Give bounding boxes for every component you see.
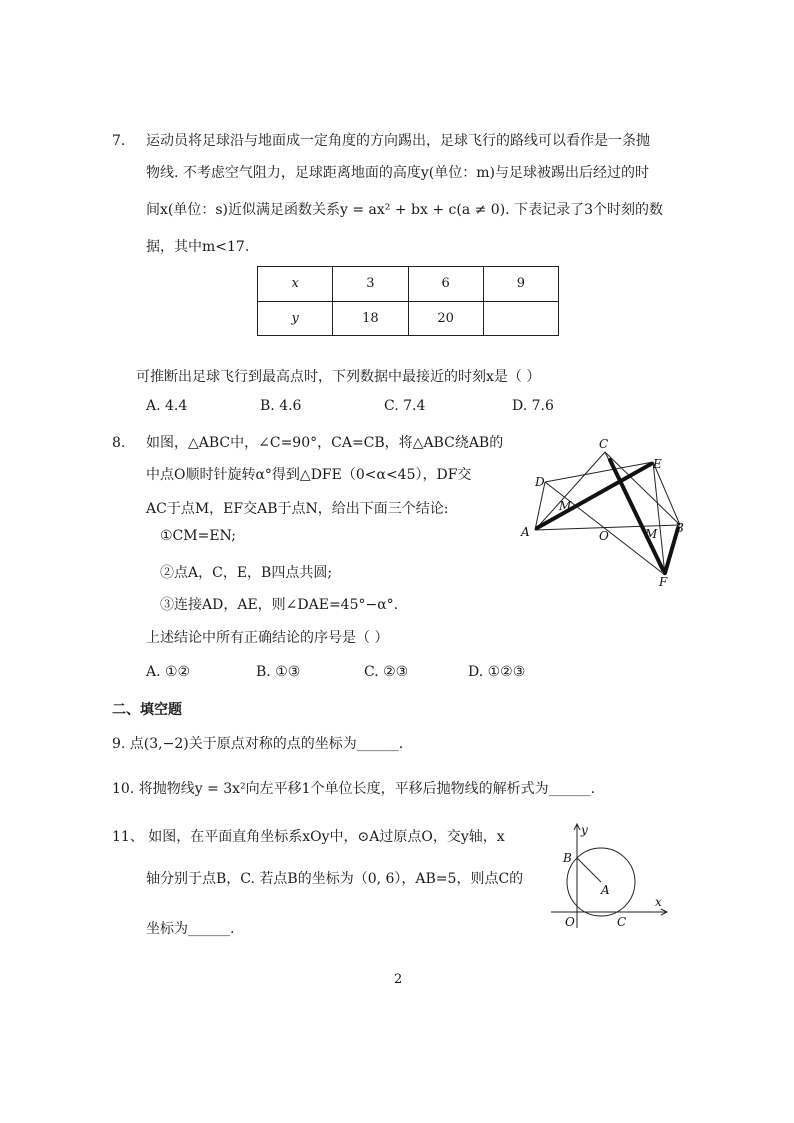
- q7-option-d[interactable]: D. 7.6: [512, 398, 554, 414]
- table-cell: 20: [408, 301, 483, 336]
- q7-line1: 7. 运动员将足球沿与地面成一定角度的方向踢出，足球飞行的路线可以看作是一条抛: [112, 133, 650, 149]
- table-cell: 6: [408, 267, 483, 302]
- label-a: A: [521, 525, 530, 539]
- q11-circle-figure: [545, 820, 675, 935]
- label-o: O: [599, 529, 609, 543]
- label-b: B: [675, 521, 684, 535]
- label-m: M: [559, 499, 572, 513]
- q7-line3: 间x(单位：s)近似满足函数关系y = ax² + bx + c(a ≠ 0). 下表记录了3个时刻的数: [146, 202, 663, 218]
- q8-line2: 中点O顺时针旋转α°得到△DFE（0<α<45），DF交: [146, 467, 472, 483]
- q8-option-a[interactable]: A. ①②: [146, 664, 191, 680]
- label-y: y: [581, 823, 588, 837]
- q8-option-c[interactable]: C. ②③: [364, 664, 409, 680]
- label-c: C: [599, 437, 609, 451]
- table-cell: x: [258, 267, 333, 302]
- label-e: E: [653, 457, 662, 471]
- table-cell: 18: [333, 301, 408, 336]
- label-f: F: [659, 575, 668, 589]
- label-o: O: [565, 915, 575, 929]
- q8-line3: AC于点M，EF交AB于点N，给出下面三个结论:: [146, 501, 449, 517]
- q7-line4: 据，其中m<17.: [146, 239, 250, 255]
- q11-line3: 坐标为______.: [146, 921, 235, 937]
- label-x: x: [655, 895, 662, 909]
- q8-line1: 8. 如图，△ABC中，∠C=90°，CA=CB，将△ABC绕AB的: [112, 435, 504, 451]
- q7-option-c[interactable]: C. 7.4: [384, 398, 426, 414]
- q7-option-b[interactable]: B. 4.6: [260, 398, 302, 414]
- label-a: A: [601, 883, 610, 897]
- table-cell: 9: [483, 267, 558, 302]
- q11-line1: 11、 如图，在平面直角坐标系xOy中，⊙A过原点O，交y轴，x: [112, 829, 505, 845]
- table-cell: y: [258, 301, 333, 336]
- table-cell: [483, 301, 558, 336]
- section-title: 二、填空题: [112, 702, 182, 718]
- q8-conclusion-2: ②点A，C，E，B四点共圆;: [160, 565, 333, 581]
- q7-question: 可推断出足球飞行到最高点时，下列数据中最接近的时刻x是（ ）: [136, 369, 541, 385]
- table-row: [258, 301, 559, 336]
- q8-geometry-figure: [515, 430, 695, 590]
- label-d: D: [535, 475, 545, 489]
- label-b: B: [563, 851, 572, 865]
- label-c: C: [617, 915, 627, 929]
- table-cell: 3: [333, 267, 408, 302]
- q10-text: 10. 将抛物线y = 3x²向左平移1个单位长度，平移后抛物线的解析式为______.: [112, 781, 596, 797]
- q8-question: 上述结论中所有正确结论的序号是（ ）: [146, 630, 389, 646]
- q9-text: 9. 点(3,−2)关于原点对称的点的坐标为______.: [112, 736, 404, 752]
- q7-line2: 物线. 不考虑空气阻力，足球距离地面的高度y(单位：m)与足球被踢出后经过的时: [146, 165, 650, 181]
- page-number: 2: [394, 972, 403, 987]
- q8-option-b[interactable]: B. ①③: [256, 664, 301, 680]
- q11-line2: 轴分别于点B，C. 若点B的坐标为（0, 6），AB=5，则点C的: [146, 871, 524, 887]
- q7-option-a[interactable]: A. 4.4: [146, 398, 188, 414]
- q7-data-table: [257, 266, 559, 336]
- label-n: M: [645, 527, 658, 541]
- q8-conclusion-3: ③连接AD，AE，则∠DAE=45°−α°.: [160, 597, 399, 613]
- q8-conclusion-1: ①CM=EN;: [160, 528, 237, 544]
- table-row: [258, 267, 559, 302]
- q8-option-d[interactable]: D. ①②③: [468, 664, 526, 680]
